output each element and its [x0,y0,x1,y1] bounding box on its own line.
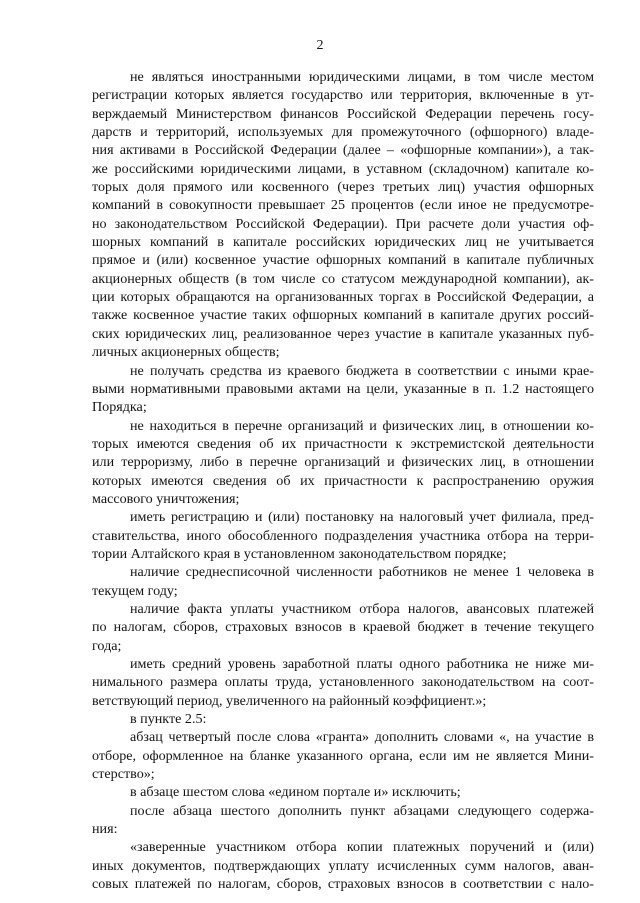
text-line: но законодательством Российской Федерации). При расчете доли участия оф- [92,215,594,232]
text-line: торых имеются сведения об их причастности к экстремистской деятельности [92,435,594,452]
text-line: торых доля прямого или косвенного (через третьих лиц) участия офшорных [92,179,594,196]
text-line: нимального размера оплаты труда, установленного законодательством на соот- [92,674,594,691]
text-line: иметь регистрацию и (или) постановку на налоговый учет филиала, пред- [130,509,594,526]
text-line: прямое и (или) косвенное участие офшорных компаний в капитале публичных [92,252,594,269]
text-line: акционерных обществ (в том числе со статусом международной компании), ак- [92,270,594,287]
text-line: компаний в совокупности превышает 25 процентов (если иное не предусмотре- [92,197,594,214]
text-line: же российскими юридическими лицами, в уставном (складочном) капитале ко- [92,160,594,177]
page-number: 2 [316,38,324,53]
text-line: по налогам, сборов, страховых взносов в краевой бюджет в течение текущего [92,619,594,636]
text-line: в пункте 2.5: [130,711,207,728]
text-line: ции которых обращаются на организованных торгах в Российской Федерации, а [92,289,594,306]
text-line: или терроризму, либо в перечне организаций и физических лиц, в отношении [92,454,594,471]
text-line: которых имеются сведения об их причастности к распространению оружия [92,472,594,489]
text-line: ских юридических лиц, реализованное через участие в капитале указанных пуб- [92,325,594,342]
text-line: не получать средства из краевого бюджета в соответствии с иными крае- [130,362,594,379]
text-line: отборе, оформленное на бланке указанного органа, если им не является Мини- [92,747,594,764]
text-line: регистрации которых является государство или территория, включенные в ут- [92,87,594,104]
text-line: также косвенное участие таких офшорных компаний в капитале других россий- [92,307,594,324]
text-line: абзац четвертый после слова «гранта» дополнить словами «, на участие в [130,729,594,746]
text-line: совых платежей по налогам, сборов, страховых взносов в соответствии с нало- [92,876,594,893]
text-line: наличие факта уплаты участником отбора налогов, авансовых платежей [130,600,594,617]
text-line: личных акционерных обществ; [92,344,280,361]
text-line: иных документов, подтверждающих уплату исчисленных сумм налогов, аван- [92,857,594,874]
text-line: тории Алтайского края в установленном законодательством порядке; [92,545,507,562]
text-line: стерство»; [92,766,155,783]
text-line: массового уничтожения; [92,490,240,507]
text-line: текущем году; [92,582,178,599]
text-line: наличие среднесписочной численности работников не менее 1 человека в [130,564,594,581]
text-line: дарств и территорий, используемых для промежуточного (офшорного) владе- [92,124,594,141]
text-line: верждаемый Министерством финансов Российской Федерации перечень госу- [92,105,594,122]
text-line: шорных компаний в капитале российских юридических лиц не учитывается [92,234,594,251]
text-line: выми нормативными правовыми актами на цели, указанные в п. 1.2 настоящего [92,380,594,397]
text-line: в абзаце шестом слова «едином портале и» исключить; [130,784,461,801]
document-body [92,68,594,893]
text-line: ния: [92,821,118,838]
text-line: «заверенные участником отбора копии платежных поручений и (или) [130,839,594,856]
text-line: не находиться в перечне организаций и физических лиц, в отношении ко- [130,417,594,434]
text-line: ставительства, иного обособленного подразделения участника отбора на терри- [92,527,594,544]
text-line: иметь средний уровень заработной платы одного работника не ниже ми- [130,656,594,672]
text-line: ветствующий период, увеличенного на районный коэффициент.»; [92,692,487,709]
text-line: ния активами в Российской Федерации (далее – «офшорные компании»), а так- [92,142,594,159]
text-line: Порядка; [92,399,147,416]
text-line: после абзаца шестого дополнить пункт абзацами следующего содержа- [130,802,594,819]
text-line: не являться иностранными юридическими лицами, в том числе местом [130,69,594,85]
text-line: года; [92,637,122,654]
